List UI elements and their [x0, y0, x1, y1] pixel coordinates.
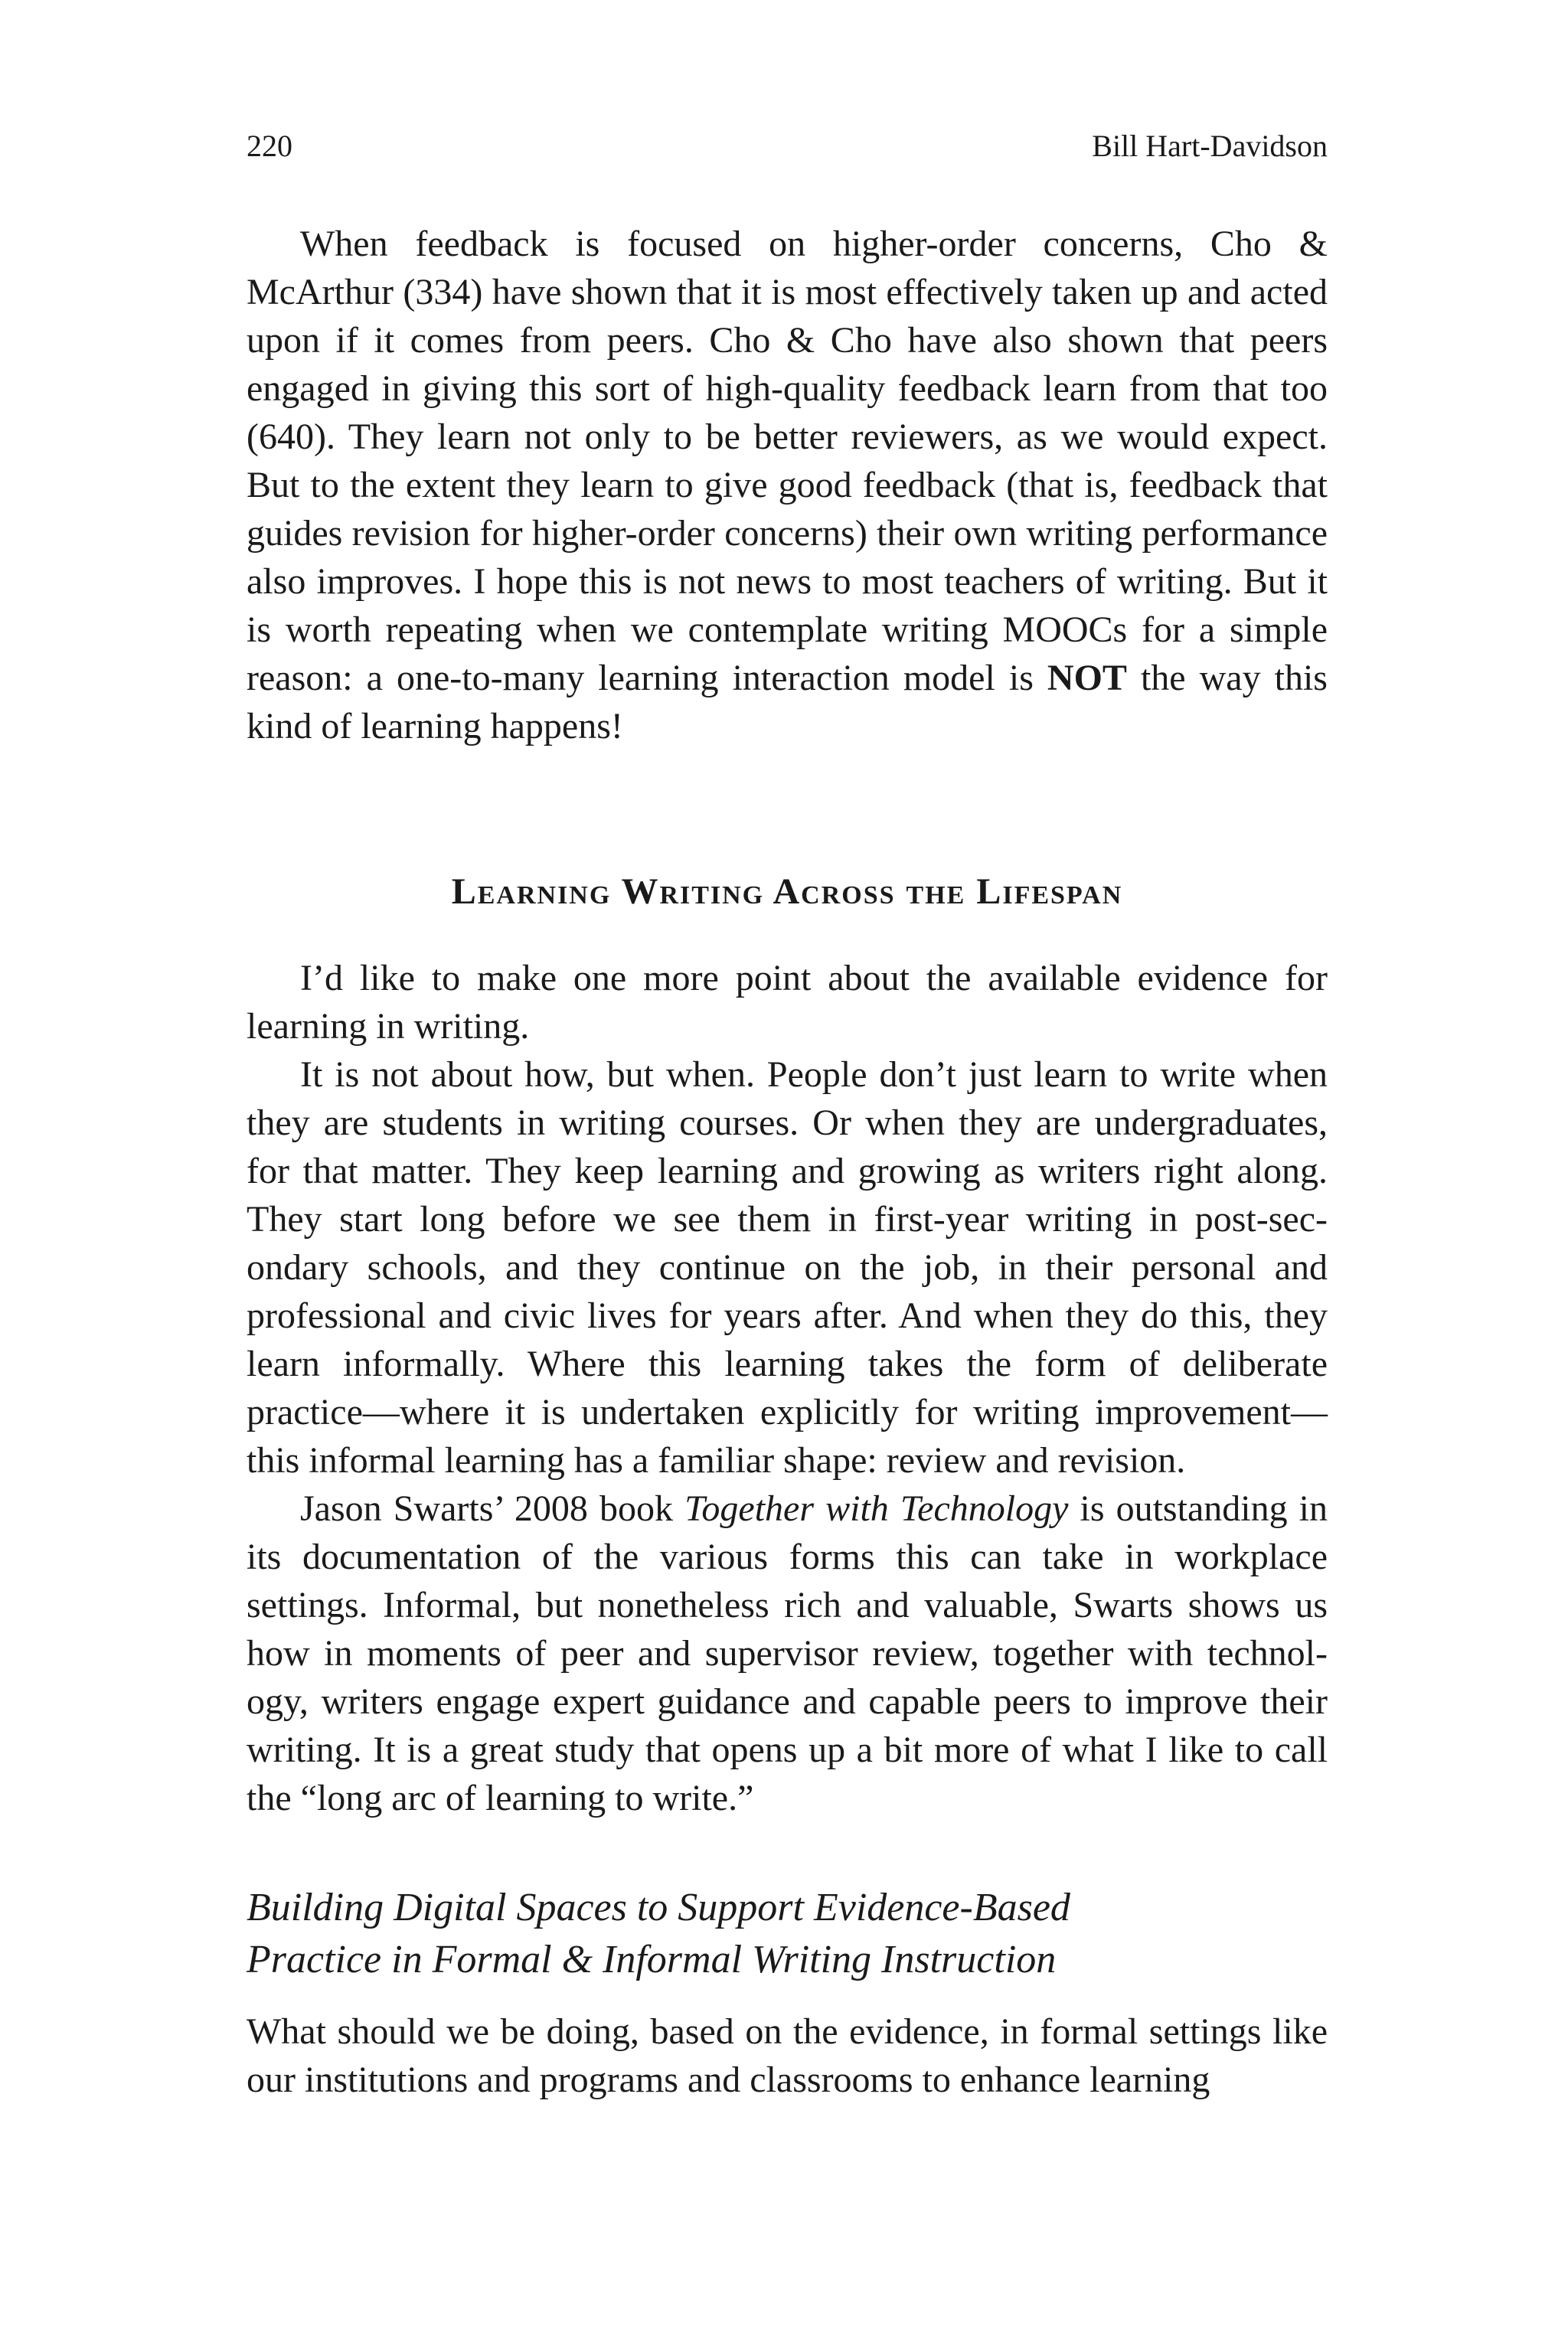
subsection-heading-line-2: Practice in Formal & Informal Writing Instruction [247, 1938, 1057, 1981]
page-number: 220 [247, 129, 292, 163]
section-heading: Learning Writing Across the Lifespan [451, 871, 1123, 912]
body-block-3 [247, 2007, 1328, 2104]
emphasis-not: NOT [1047, 658, 1127, 698]
paragraph-feedback [247, 220, 1328, 750]
paragraph-swarts [247, 1485, 1328, 1822]
paragraph-feedback-text-a: When feedback is focused on higher-order concerns, Cho & McArthur (334) have shown that it is most effectively taken up and acted upon if it comes from peers. Cho & Cho have also shown that peers engaged in giving this sort of high-quality feedback learn from that too (640). They learn not only to be better reviewers, as we would expect. But to the extent they learn to give good feedback (that is, feedback that guides revision for higher-order concerns) their own writing performance also improves. I hope this is not news to most teachers of writing. But it is worth repeating when we contemplate writing MOOCs for a simple reason: a one-to-many learning interaction model is [247, 224, 1328, 698]
body-block-1 [247, 220, 1328, 750]
subsection-heading [247, 1882, 1328, 1986]
paragraph-swarts-text-a: Jason Swarts’ 2008 book [300, 1488, 685, 1529]
body-block-2 [247, 954, 1328, 1822]
subsection-heading-line-1: Building Digital Spaces to Support Evidence-Based [247, 1886, 1070, 1929]
book-title: Together with Technology [684, 1488, 1069, 1529]
paragraph-evidence: I’d like to make one more point about the available evidence for learning in writing. [247, 958, 1328, 1047]
running-head [247, 125, 1328, 168]
paragraph-formal-settings: What should we be doing, based on the evidence, in formal settings like our institutions and programs and classrooms to enhance learning [247, 2011, 1328, 2100]
paragraph-feedback-text-b: the way this kind of learning happens! [247, 658, 1328, 746]
paragraph-lifespan: It is not about how, but when. People don’t just learn to write when they are students in writing courses. Or when they are undergraduates, for that matter. They keep learning and growing as writers right along. They start long before we see them in first-year writing in post-secondary schools, and they continue on the job, in their personal and professional and civic lives for years after. And when they do this, they learn informally. Where this learning takes the form of deliberate practice—where it is undertaken explicitly for writing improvement—this informal learning has a familiar shape: review and revision. [247, 1054, 1328, 1481]
paragraph-swarts-text-b: is outstanding in its documentation of the various forms this can take in workplace settings. Informal, but nonetheless rich and valuable, Swarts shows us how in moments of peer and supervisor review, together with technology, writers engage expert guidance and capable peers to improve their writing. It is a great study that opens up a bit more of what I like to call the “long arc of learning to write.” [247, 1488, 1328, 1818]
author-name: Bill Hart-Davidson [1092, 129, 1328, 163]
